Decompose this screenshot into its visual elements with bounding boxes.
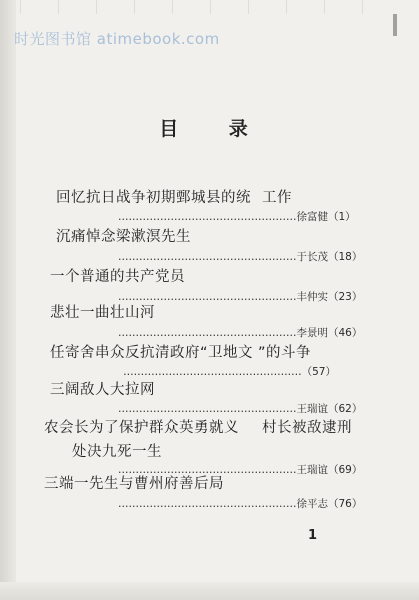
toc-entry-reference: ……………………………………………（57）	[123, 366, 336, 378]
toc-entry-reference: ……………………………………………于长茂（18）	[118, 251, 363, 263]
toc-entry-title: 三阔敌人大拉网	[50, 382, 155, 398]
toc-entry-reference: ……………………………………………徐富健（1）	[118, 211, 356, 223]
toc-entry-reference: ……………………………………………王瑞谊（62）	[118, 403, 363, 415]
toc-entry-title-cont: 工作	[262, 190, 292, 206]
toc-entry-title: 三端一先生与曹州府善后局	[44, 476, 224, 492]
toc-entry-title: 回忆抗日战争初期鄄城县的统	[56, 190, 251, 206]
toc-entry-title: 悲壮一曲壮山河	[50, 305, 155, 321]
toc-entry-title: 沉痛悼念梁漱溟先生	[56, 229, 191, 245]
toc-entry-title: 任寄舍串众反抗清政府“卫地文	[50, 345, 254, 361]
toc-entry-reference: ……………………………………………李景明（46）	[118, 327, 363, 339]
toc-entry-title-line2: 处决九死一生	[72, 444, 162, 460]
toc-entry-reference: ……………………………………………丰仲实（23）	[118, 291, 363, 303]
watermark: 时光图书馆 atimebook.com	[14, 30, 220, 48]
toc-entry-title-cont: ”的斗争	[258, 345, 312, 361]
toc-entry-reference: ……………………………………………徐平志（76）	[118, 498, 363, 510]
toc-entry-reference: ……………………………………………王瑞谊（69）	[118, 464, 363, 476]
toc-entry-title: 一个普通的共产党员	[50, 269, 185, 285]
page-number: 1	[308, 528, 318, 543]
page-title: 目 录	[159, 118, 270, 140]
toc-entry-title-extra: 村长被敌逮刑	[262, 420, 352, 436]
toc-entry-title: 农会长为了保护群众英勇就义	[44, 420, 239, 436]
